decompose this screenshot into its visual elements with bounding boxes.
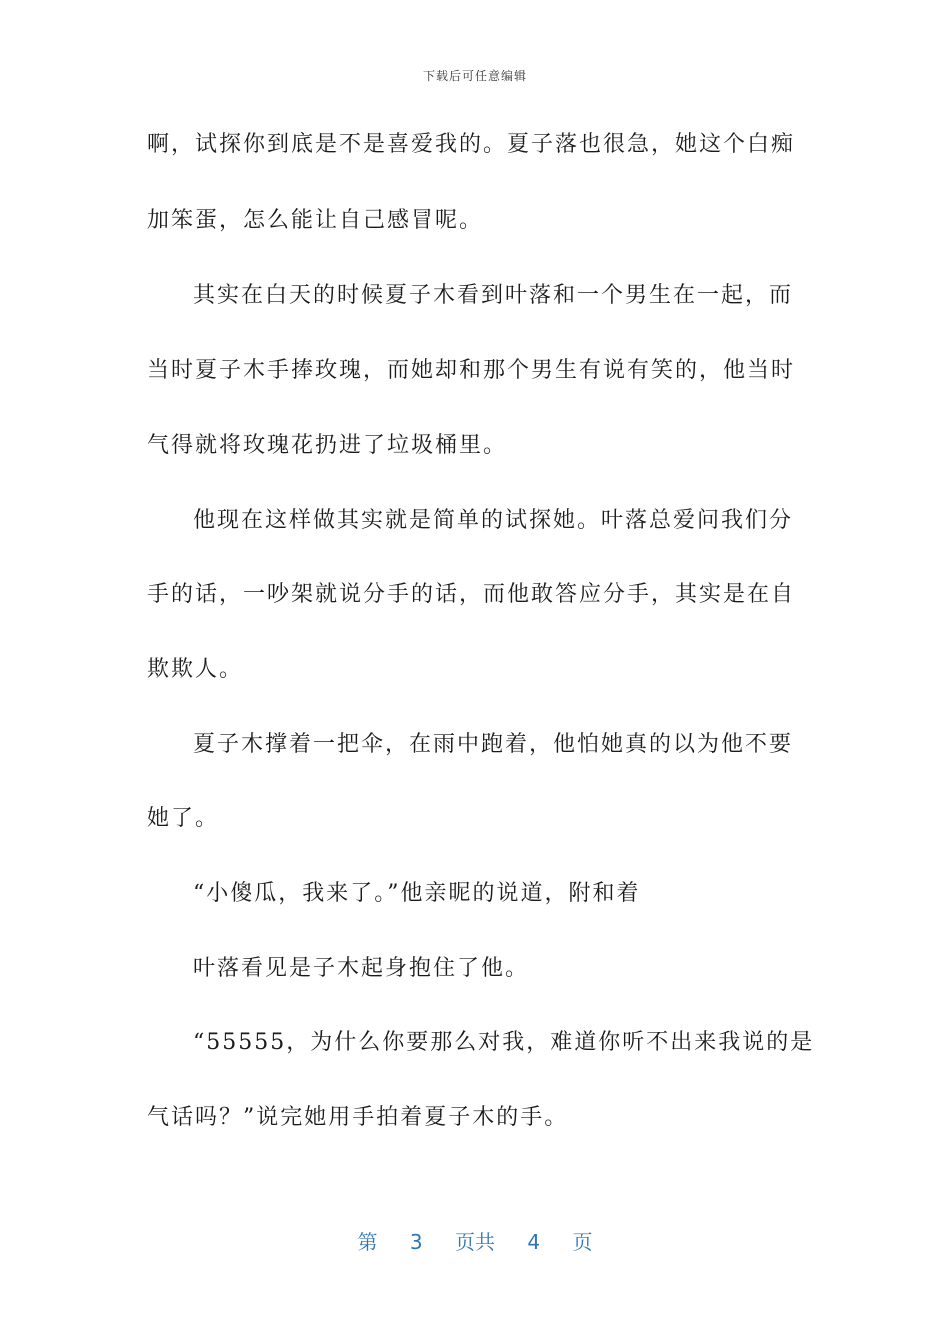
page-prefix: 第 [357,1230,378,1254]
page-total-number: 4 [527,1230,541,1254]
text-line: 欺欺人。 [147,657,244,682]
text-line: 其实在白天的时候夏子木看到叶落和一个男生在一起，而 [193,283,794,308]
page-mid: 页共 [455,1230,495,1254]
text-line: 气得就将玫瑰花扔进了垃圾桶里。 [147,433,508,458]
text-line: “55555，为什么你要那么对我，难道你听不出来我说的是 [193,1030,815,1055]
text-line: “小傻瓜，我来了。”他亲昵的说道，附和着 [193,881,641,906]
text-line: 当时夏子木手捧玫瑰，而她却和那个男生有说有笑的，他当时 [147,358,796,383]
text-line: 她了。 [147,806,220,831]
page-suffix: 页 [572,1230,593,1254]
text-line: 他现在这样做其实就是简单的试探她。叶落总爱问我们分 [193,508,794,533]
text-line: 手的话，一吵架就说分手的话，而他敢答应分手，其实是在自 [147,582,796,607]
page-header: 下载后可任意编辑 [422,69,527,83]
page-current-number: 3 [409,1230,423,1254]
page-footer [0,1226,950,1255]
text-line: 气话吗？”说完她用手拍着夏子木的手。 [147,1105,569,1130]
text-line: 叶落看见是子木起身抱住了他。 [193,956,530,981]
text-line: 啊，试探你到底是不是喜爱我的。夏子落也很急，她这个白痴 [147,132,796,157]
text-line: 夏子木撑着一把伞，在雨中跑着，他怕她真的以为他不要 [193,732,794,757]
text-line: 加笨蛋，怎么能让自己感冒呢。 [147,208,484,233]
